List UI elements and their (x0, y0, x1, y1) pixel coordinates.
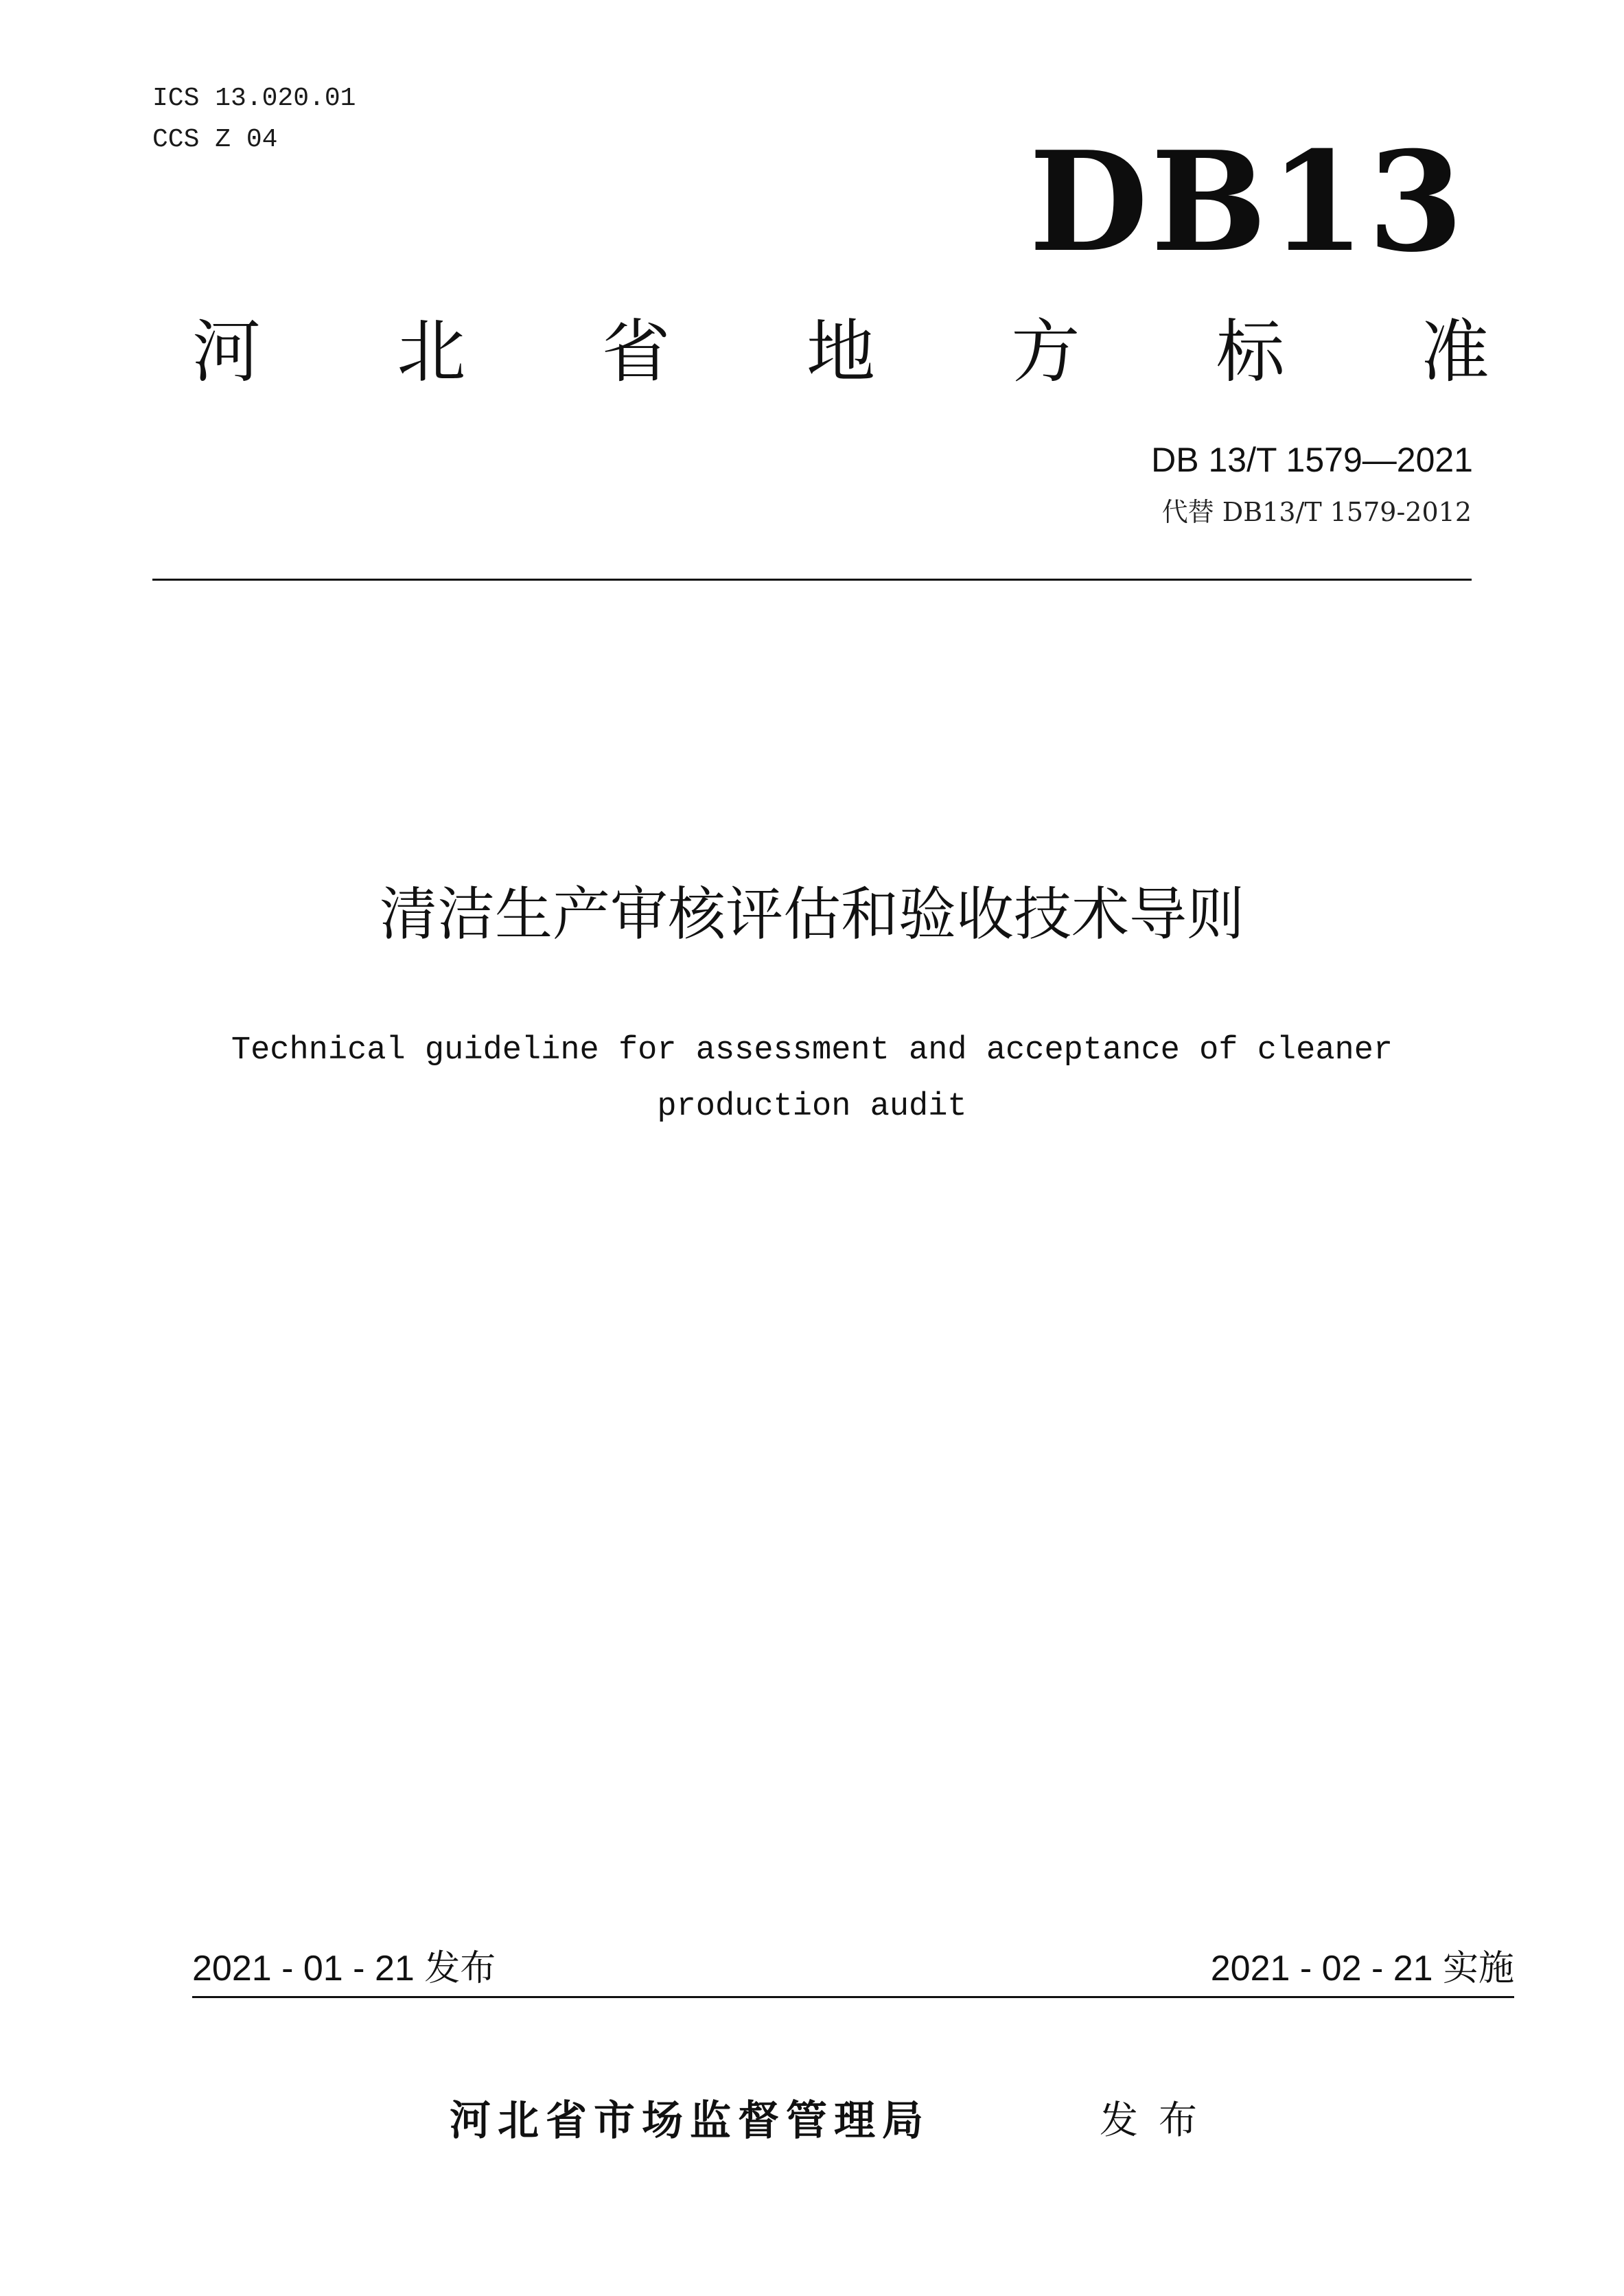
footer-divider (192, 1996, 1514, 1998)
replaces-standard: 代替 DB13/T 1579-2012 (1161, 497, 1472, 527)
ics-code: ICS 13.020.01 (152, 84, 356, 113)
document-title-zh: 清洁生产审核评估和验收技术导则 (379, 881, 1244, 948)
issue-date: 2021 - 01 - 21 发布 (192, 1949, 496, 1988)
document-title-en: Technical guideline for assessment and acceptance of cleaner production audit (231, 1032, 1393, 1125)
standard-type-char: 省 (601, 312, 671, 392)
standard-type-char: 标 (1216, 312, 1285, 392)
standard-type-char: 北 (397, 312, 466, 392)
db-mark: DB13 (1029, 121, 1466, 283)
implementation-date: 2021 - 02 - 21 实施 (1210, 1949, 1514, 1988)
ccs-code: CCS Z 04 (152, 125, 278, 154)
publisher-name: 河北省市场监督管理局 (450, 2097, 930, 2145)
header-divider (152, 579, 1472, 581)
standard-type-char: 河 (192, 312, 261, 392)
standard-type-title (192, 314, 1489, 390)
standard-number: DB 13/T 1579—2021 (1151, 441, 1473, 479)
publish-label: 发布 (1100, 2098, 1218, 2143)
standard-type-char: 准 (1420, 312, 1489, 392)
standard-type-char: 地 (806, 312, 875, 392)
standard-type-char: 方 (1011, 312, 1080, 392)
